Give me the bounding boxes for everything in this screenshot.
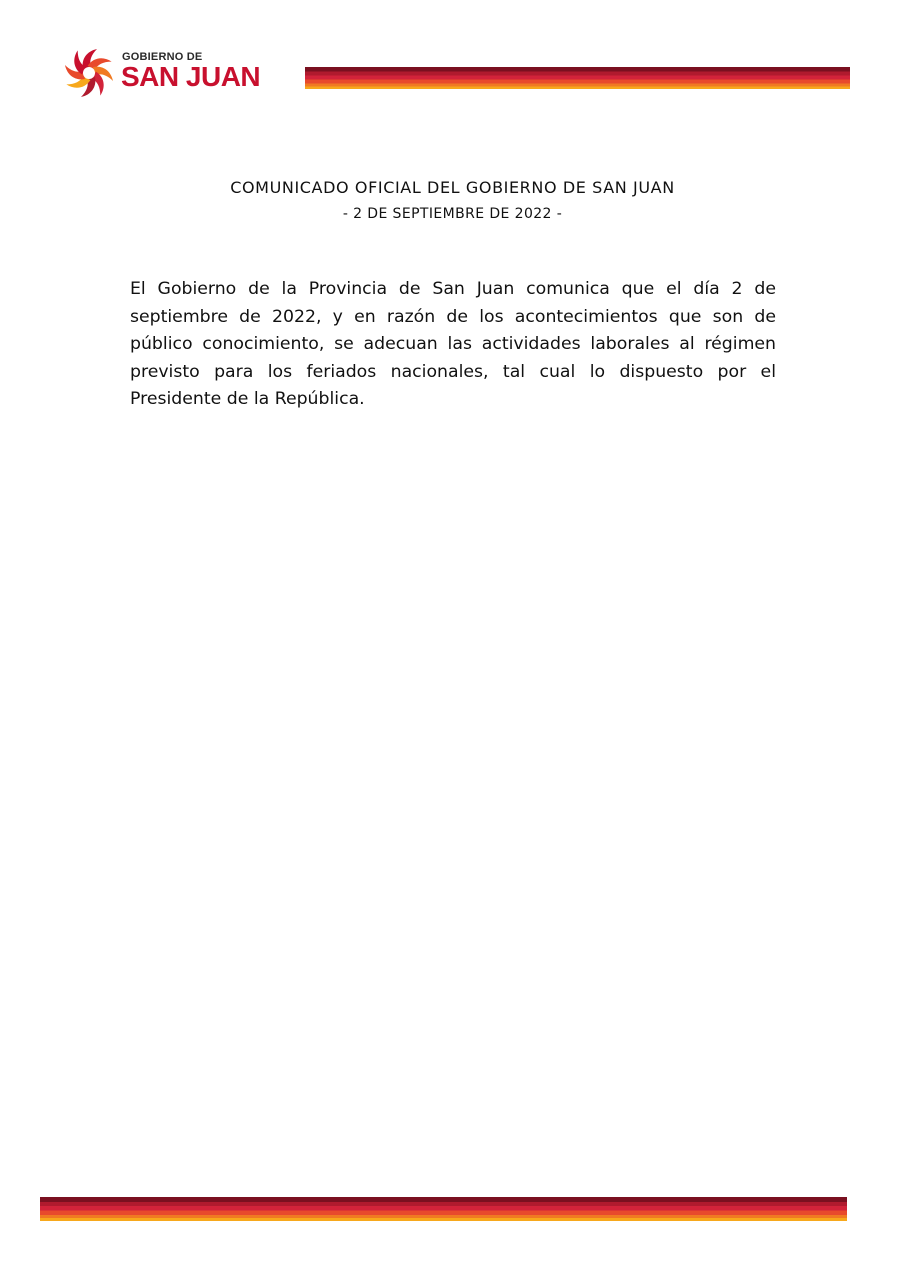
document-body: El Gobierno de la Provincia de San Juan comunica que el día 2 de septiembre de 2022, y en razón de los acontecimientos que son de público conocimiento, se adecuan las actividades laborales al régimen previsto para los feriados nacionales, tal cual lo dispuesto por el Presidente de la República. <box>130 279 776 410</box>
logo-big-text: SAN JUAN <box>121 61 261 92</box>
header-color-stripe <box>305 67 850 89</box>
government-logo <box>60 44 270 102</box>
sun-rays-icon <box>60 44 118 102</box>
logo-small-text: GOBIERNO DE <box>122 51 203 63</box>
document-title: COMUNICADO OFICIAL DEL GOBIERNO DE SAN JUAN <box>230 178 675 197</box>
footer-color-stripe <box>40 1197 847 1221</box>
document-date: - 2 DE SEPTIEMBRE DE 2022 - <box>342 206 563 222</box>
